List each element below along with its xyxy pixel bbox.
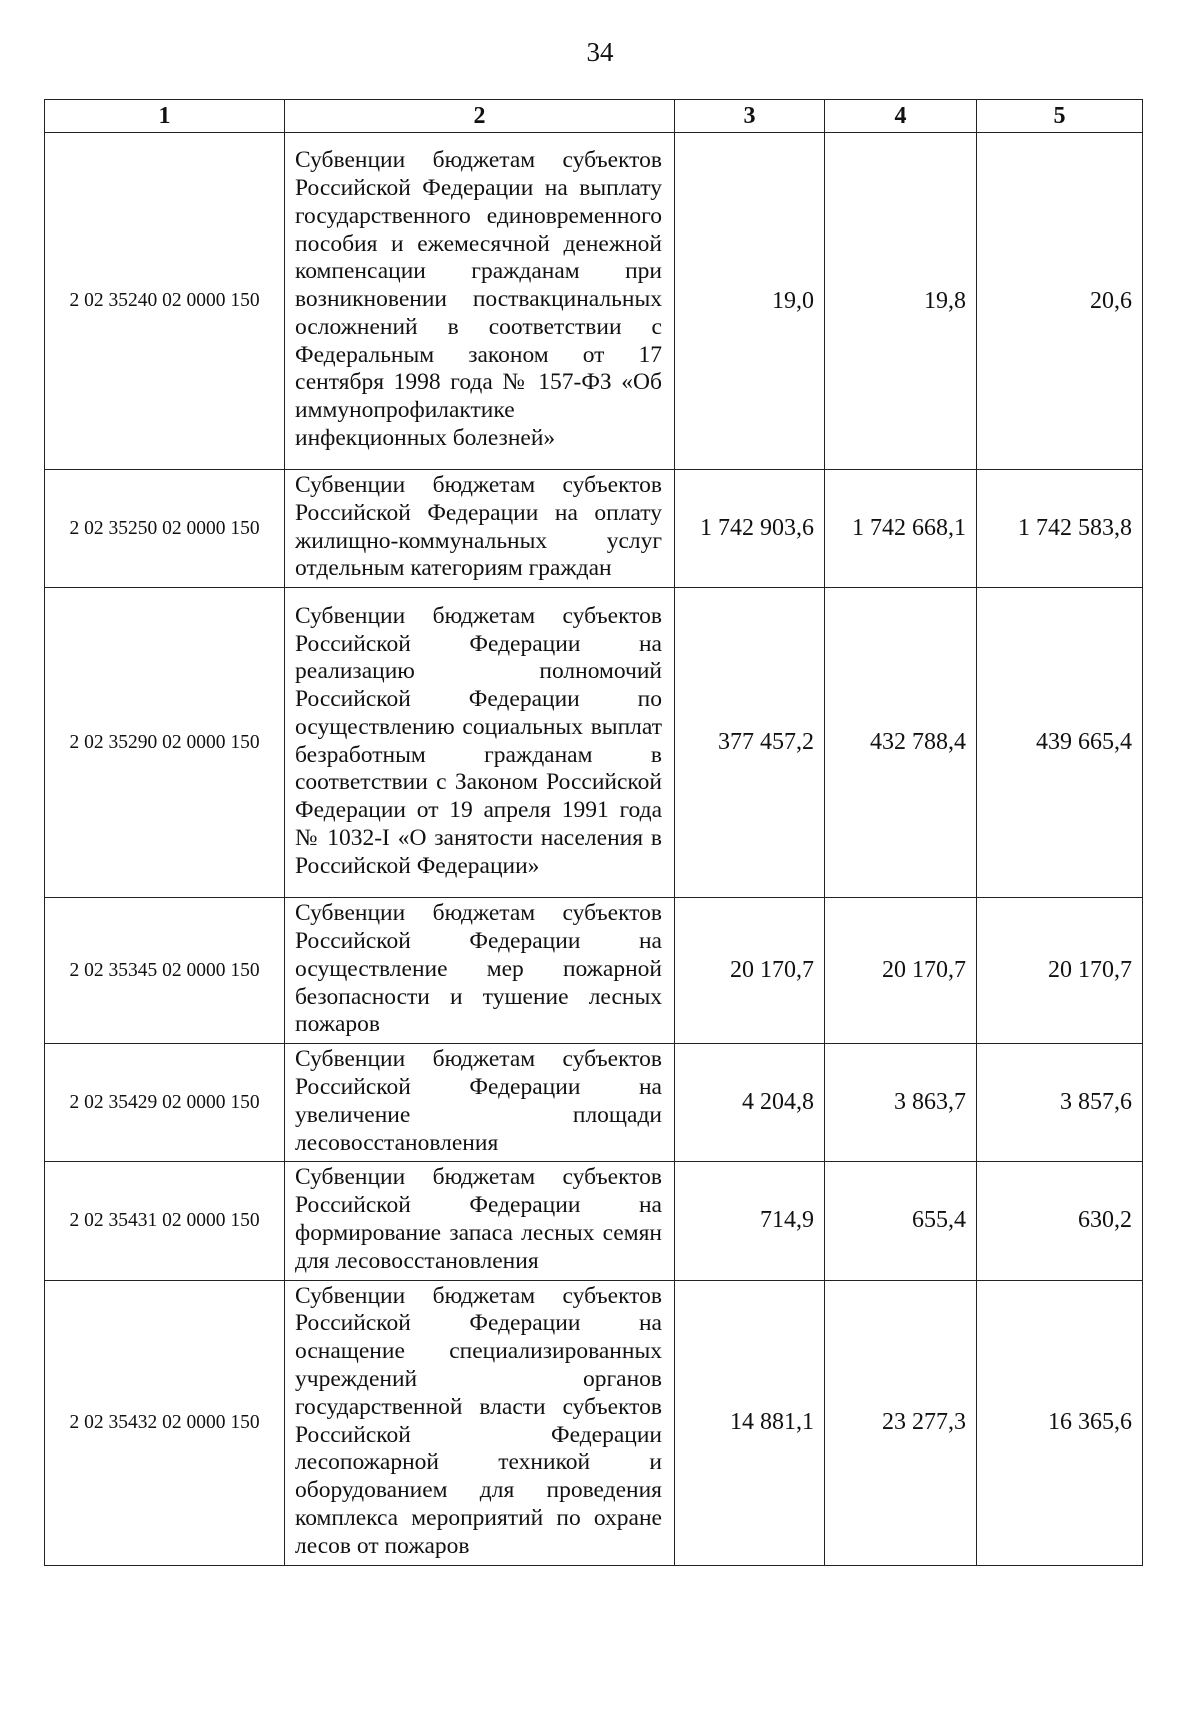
value-col-3: 20 170,7 xyxy=(675,898,825,1044)
value-col-4: 3 863,7 xyxy=(825,1044,977,1162)
budget-code: 2 02 35250 02 0000 150 xyxy=(45,470,285,588)
value-col-5: 20 170,7 xyxy=(977,898,1143,1044)
table-row xyxy=(45,898,1143,1044)
header-col-3: 3 xyxy=(675,100,825,133)
value-col-3: 4 204,8 xyxy=(675,1044,825,1162)
table-row xyxy=(45,588,1143,898)
table-row xyxy=(45,133,1143,470)
budget-table xyxy=(44,99,1143,1566)
table-row xyxy=(45,1280,1143,1565)
budget-code: 2 02 35431 02 0000 150 xyxy=(45,1162,285,1280)
value-col-4: 23 277,3 xyxy=(825,1280,977,1565)
value-col-3: 19,0 xyxy=(675,133,825,470)
value-col-4: 655,4 xyxy=(825,1162,977,1280)
value-col-4: 20 170,7 xyxy=(825,898,977,1044)
value-col-5: 16 365,6 xyxy=(977,1280,1143,1565)
value-col-5: 1 742 583,8 xyxy=(977,470,1143,588)
value-col-3: 377 457,2 xyxy=(675,588,825,898)
value-col-5: 439 665,4 xyxy=(977,588,1143,898)
row-description: Субвенции бюджетам субъектов Российской Федерации на оснащение специализированных учреждений органов государственной власти субъектов Российской Федерации лесопожарной техникой и оборудованием для проведения комплекса мероприятий по охране лесов от пожаров xyxy=(285,1280,675,1565)
value-col-3: 1 742 903,6 xyxy=(675,470,825,588)
row-description: Субвенции бюджетам субъектов Российской Федерации на выплату государственного единовременного пособия и ежемесячной денежной компенсации гражданам при возникновении поствакцинальных осложнений в соответствии с Федеральным законом от 17 сентября 1998 года № 157-ФЗ «Об иммунопрофилактике инфекционных болезней» xyxy=(285,133,675,470)
budget-code: 2 02 35432 02 0000 150 xyxy=(45,1280,285,1565)
value-col-3: 14 881,1 xyxy=(675,1280,825,1565)
value-col-4: 432 788,4 xyxy=(825,588,977,898)
table-row xyxy=(45,1162,1143,1280)
row-description: Субвенции бюджетам субъектов Российской Федерации на формирование запаса лесных семян для лесовосстановления xyxy=(285,1162,675,1280)
value-col-3: 714,9 xyxy=(675,1162,825,1280)
budget-code: 2 02 35429 02 0000 150 xyxy=(45,1044,285,1162)
row-description: Субвенции бюджетам субъектов Российской Федерации на реализацию полномочий Российской Федерации по осуществлению социальных выплат безработным гражданам в соответствии с Законом Российской Федерации от 19 апреля 1991 года № 1032-I «О занятости населения в Российской Федерации» xyxy=(285,588,675,898)
budget-code: 2 02 35345 02 0000 150 xyxy=(45,898,285,1044)
row-description: Субвенции бюджетам субъектов Российской Федерации на увеличение площади лесовосстановления xyxy=(285,1044,675,1162)
header-col-5: 5 xyxy=(977,100,1143,133)
value-col-5: 630,2 xyxy=(977,1162,1143,1280)
page-number: 34 xyxy=(586,37,614,67)
budget-code: 2 02 35240 02 0000 150 xyxy=(45,133,285,470)
header-col-1: 1 xyxy=(45,100,285,133)
row-description: Субвенции бюджетам субъектов Российской Федерации на оплату жилищно-коммунальных услуг отдельным категориям граждан xyxy=(285,470,675,588)
header-col-2: 2 xyxy=(285,100,675,133)
value-col-5: 3 857,6 xyxy=(977,1044,1143,1162)
header-col-4: 4 xyxy=(825,100,977,133)
table-row xyxy=(45,1044,1143,1162)
value-col-4: 1 742 668,1 xyxy=(825,470,977,588)
row-description: Субвенции бюджетам субъектов Российской Федерации на осуществление мер пожарной безопасности и тушение лесных пожаров xyxy=(285,898,675,1044)
table-header-row xyxy=(45,100,1143,133)
value-col-4: 19,8 xyxy=(825,133,977,470)
value-col-5: 20,6 xyxy=(977,133,1143,470)
table-row xyxy=(45,470,1143,588)
budget-code: 2 02 35290 02 0000 150 xyxy=(45,588,285,898)
